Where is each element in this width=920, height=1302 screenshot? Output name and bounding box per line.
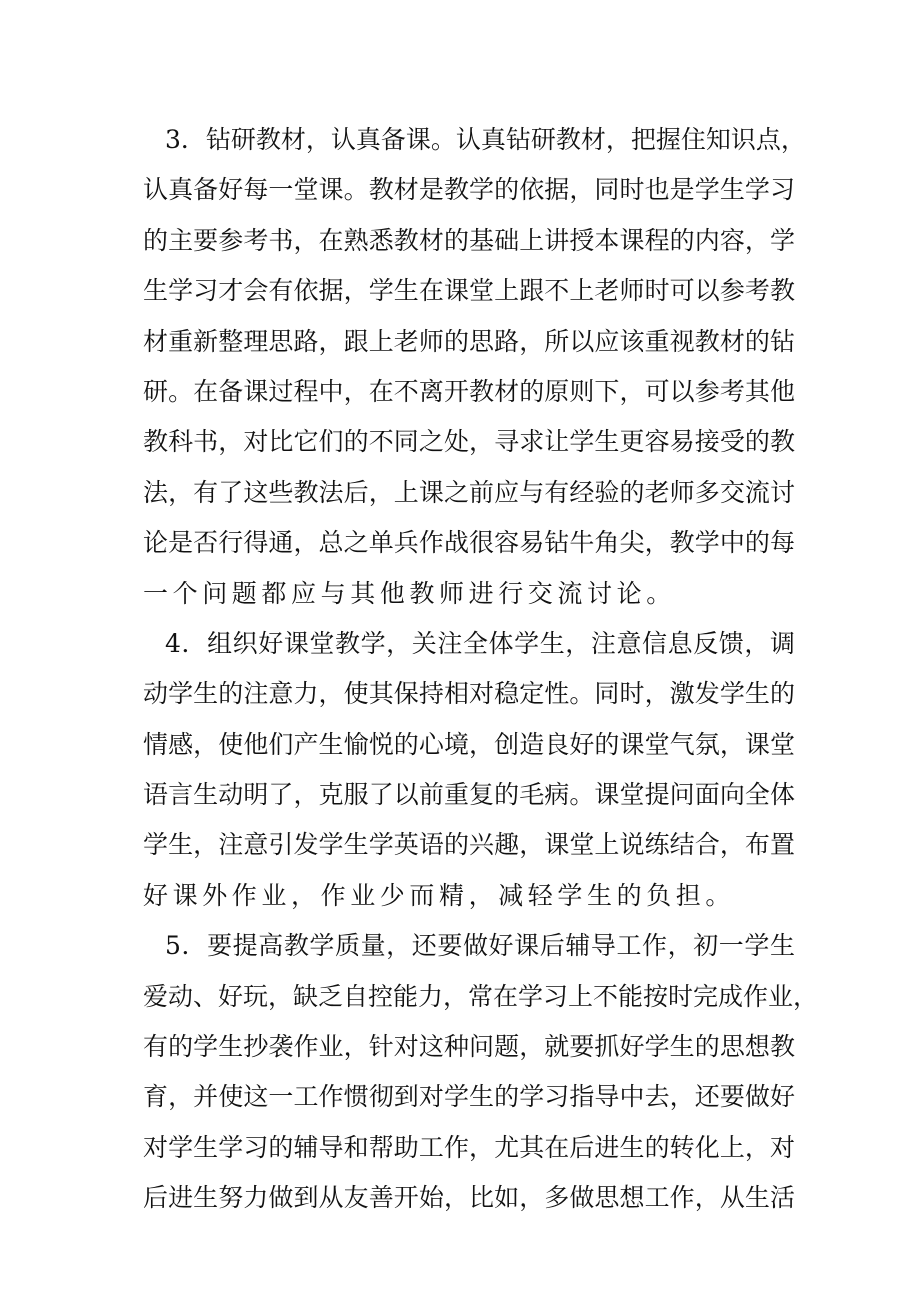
text-line: 学生，注意引发学生学英语的兴趣，课堂上说练结合，布置 xyxy=(143,830,795,860)
text-line: 后进生努力做到从友善开始，比如，多做思想工作，从生活 xyxy=(143,1183,795,1213)
text-line: 爱动、好玩，缺乏自控能力，常在学习上不能按时完成作业， xyxy=(143,981,819,1011)
text-line: 育，并使这一工作惯彻到对学生的学习指导中去，还要做好 xyxy=(143,1082,795,1112)
text-line: 法，有了这些教法后，上课之前应与有经验的老师多交流讨 xyxy=(143,477,795,507)
paragraph-5 xyxy=(143,921,819,1223)
paragraph-3 xyxy=(143,115,806,619)
text-line: 4．组织好课堂教学，关注全体学生，注意信息反馈，调 xyxy=(165,628,795,658)
text-line: 生学习才会有依据，学生在课堂上跟不上老师时可以参考教 xyxy=(143,276,795,306)
document-body xyxy=(143,115,819,1224)
text-line: 研。在备课过程中，在不离开教材的原则下，可以参考其他 xyxy=(143,376,795,406)
text-line: 5．要提高教学质量，还要做好课后辅导工作，初一学生 xyxy=(165,931,795,961)
text-line: 一个问题都应与其他教师进行交流讨论。 xyxy=(143,578,676,608)
text-line: 情感，使他们产生愉悦的心境，创造良好的课堂气氛，课堂 xyxy=(143,729,795,759)
text-line: 材重新整理思路，跟上老师的思路，所以应该重视教材的钻 xyxy=(143,326,795,356)
text-line: 的主要参考书，在熟悉教材的基础上讲授本课程的内容，学 xyxy=(143,225,795,255)
text-line: 语言生动明了，克服了以前重复的毛病。课堂提问面向全体 xyxy=(143,780,795,810)
text-line: 认真备好每一堂课。教材是教学的依据，同时也是学生学习 xyxy=(143,175,795,205)
text-line: 3．钻研教材，认真备课。认真钻研教材，把握住知识点， xyxy=(165,125,806,154)
text-line: 动学生的注意力，使其保持相对稳定性。同时，激发学生的 xyxy=(143,679,795,709)
text-line: 对学生学习的辅导和帮助工作，尤其在后进生的转化上，对 xyxy=(143,1132,795,1162)
text-line: 有的学生抄袭作业，针对这种问题，就要抓好学生的思想教 xyxy=(143,1032,795,1062)
text-line: 教科书，对比它们的不同之处，寻求让学生更容易接受的教 xyxy=(143,427,795,457)
paragraph-4 xyxy=(143,619,795,921)
text-line: 好课外作业，作业少而精，减轻学生的负担。 xyxy=(143,880,736,910)
text-line: 论是否行得通，总之单兵作战很容易钻牛角尖，教学中的每 xyxy=(143,528,795,558)
